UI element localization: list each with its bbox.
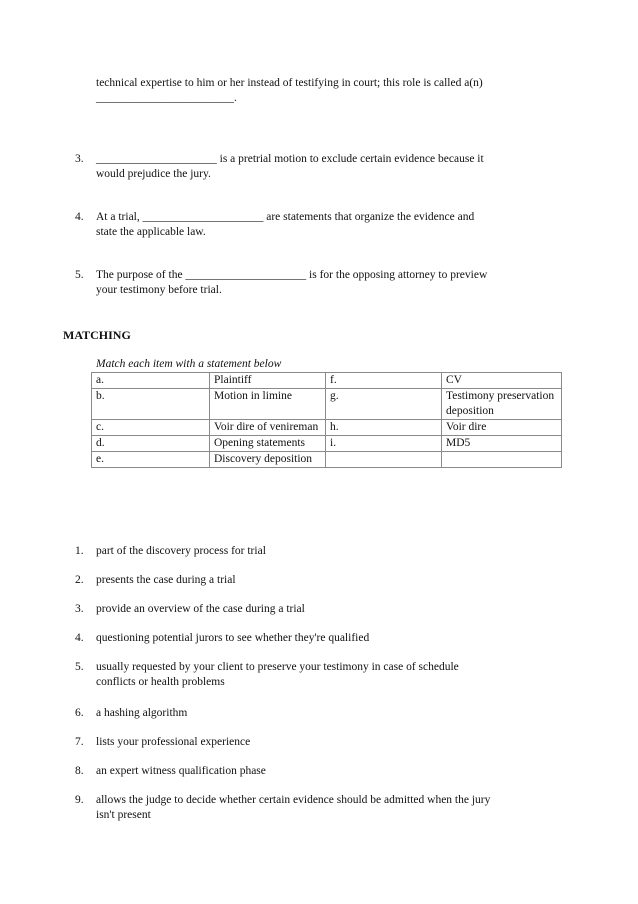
table-cell: c. [92,420,210,436]
table-cell: i. [326,436,442,452]
table-row [92,373,562,389]
statement-text: an expert witness qualification phase [96,765,266,777]
question-text: state the applicable law. [96,226,206,238]
table-cell: d. [92,436,210,452]
table-cell: CV [442,373,562,389]
statement-text: part of the discovery process for trial [96,545,266,557]
question-text: your testimony before trial. [96,284,222,296]
question-number: 4. [75,211,84,223]
table-cell: Testimony preservation deposition [442,389,562,420]
statement-text: questioning potential jurors to see whether they're qualified [96,632,370,644]
statement-text: a hashing algorithm [96,707,188,719]
question-text: The purpose of the _____________________ is for the opposing attorney to preview [96,269,488,281]
table-cell: Plaintiff [210,373,326,389]
continuation-line-1: technical expertise to him or her instead of testifying in court; this role is called a(n) [96,77,483,89]
table-cell: Voir dire [442,420,562,436]
question-number: 5. [75,269,84,281]
statement-number: 9. [75,794,84,806]
statement-text: lists your professional experience [96,736,251,748]
table-row [92,420,562,436]
question-continuation [96,76,556,106]
matching-instruction: Match each item with a statement below [96,358,282,370]
statement-number: 1. [75,545,84,557]
statement-text: usually requested by your client to preserve your testimony in case of schedule [96,661,459,673]
question-number: 3. [75,153,84,165]
statement-number: 2. [75,574,84,586]
table-cell [442,452,562,468]
statement-text: isn't present [96,809,151,821]
table-cell: Discovery deposition [210,452,326,468]
statement-text: provide an overview of the case during a trial [96,603,305,615]
table-cell [326,452,442,468]
continuation-line-2: ________________________. [96,92,237,104]
question-text: At a trial, _____________________ are statements that organize the evidence and [96,211,475,223]
table-cell: f. [326,373,442,389]
statement-text: presents the case during a trial [96,574,236,586]
statement-number: 3. [75,603,84,615]
table-cell: e. [92,452,210,468]
statement-text: conflicts or health problems [96,676,225,688]
table-cell: Opening statements [210,436,326,452]
statement-text: allows the judge to decide whether certain evidence should be admitted when the jury [96,794,491,806]
table-row [92,452,562,468]
statement-number: 4. [75,632,84,644]
question-text: would prejudice the jury. [96,168,211,180]
table-cell: Motion in limine [210,389,326,420]
section-heading: MATCHING [63,328,131,342]
matching-table [91,372,562,468]
table-cell: h. [326,420,442,436]
table-cell: b. [92,389,210,420]
table-row [92,436,562,452]
table-cell: a. [92,373,210,389]
statement-number: 7. [75,736,84,748]
table-cell: Voir dire of venireman [210,420,326,436]
table-row [92,389,562,420]
table-cell: g. [326,389,442,420]
table-cell: MD5 [442,436,562,452]
statement-number: 8. [75,765,84,777]
statement-number: 5. [75,661,84,673]
statement-number: 6. [75,707,84,719]
question-text: _____________________ is a pretrial motion to exclude certain evidence because it [96,153,484,165]
